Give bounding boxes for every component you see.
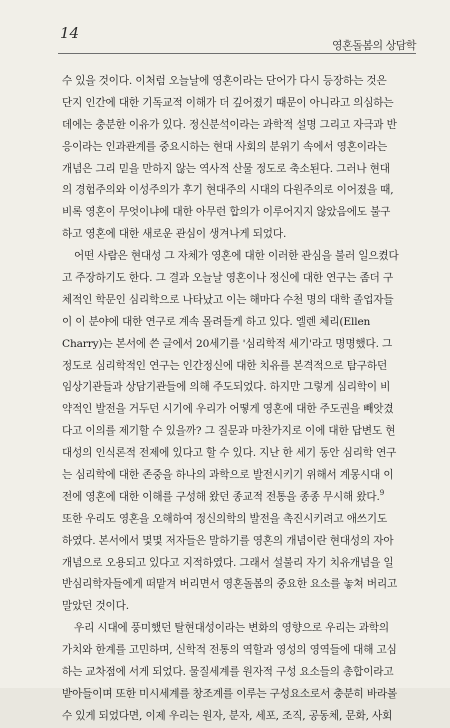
body-text (62, 71, 402, 728)
text-line (62, 706, 402, 728)
line-text: 개념으로 오용되고 있다고 지적하였다. 그래서 설불리 자기 치유개념을 일 (62, 556, 394, 569)
line-text: 말았던 것이다. (62, 600, 129, 613)
text-line (62, 159, 402, 181)
line-text: 개념은 그리 믿을 만하지 않는 역사적 산물 정도로 축소된다. 그러나 현대 (62, 162, 390, 175)
line-text: 받아들이며 또한 미시세계를 창조계를 이루는 구성요소로서 충분히 바라볼 (62, 687, 398, 700)
line-text: 응이라는 인과관계를 중요시하는 현대 사회의 분위기 속에서 영혼이라는 (62, 140, 388, 153)
line-text: 하고 영혼에 대한 새로운 관심이 생겨나게 되었다. (62, 228, 287, 241)
text-line (62, 399, 402, 421)
text-line (62, 71, 402, 93)
page-number: 14 (60, 24, 80, 42)
line-text: 데에는 충분한 이유가 있다. 정신분석이라는 과학적 설명 그리고 자극과 반 (62, 118, 397, 131)
line-text: 수 있게 되었다면, 이제 우리는 원자, 분자, 세포, 조직, 공동체, 문화, 사회 (62, 709, 393, 722)
text-line (62, 596, 402, 618)
text-line (62, 509, 402, 531)
running-title: 영혼돌봄의 상담학 (331, 39, 416, 52)
line-text: Charry)는 본서에 쓴 글에서 20세기를 '심리학적 세기'라고 명명했다. 그 (62, 337, 393, 350)
text-line (62, 268, 402, 290)
line-text: 우리 시대에 풍미했던 탈현대성이라는 변화의 영향으로 우리는 과학의 (74, 622, 389, 635)
text-line (62, 443, 402, 465)
paragraph (62, 71, 402, 246)
text-line (62, 115, 402, 137)
line-text: 이 이 분야에 대한 연구로 계속 몰려들게 하고 있다. 엘렌 체리(Ellen (62, 315, 371, 328)
line-text: 다고 이의를 제기할 수 있을까? 그 질문과 마찬가지로 이에 대한 답변도 현 (62, 425, 396, 438)
line-text: 수 있을 것이다. 이처럼 오늘날에 영혼이라는 단어가 다시 등장하는 것은 (62, 75, 387, 87)
text-line (62, 531, 402, 553)
text-line (62, 377, 402, 399)
text-line (62, 334, 402, 356)
line-text: 가치와 한계를 고민하며, 신학적 전통의 역할과 영성의 영역들에 대해 고심 (62, 644, 397, 657)
paragraph (62, 618, 402, 727)
line-text: 또한 우리도 영혼을 오해하여 정신의학의 발전을 촉진시키려고 애쓰기도 (62, 512, 388, 525)
text-line (62, 487, 402, 509)
text-line (62, 202, 402, 224)
text-line (62, 356, 402, 378)
line-text: 대성의 인식론적 전제에 있다고 할 수 있다. 지난 한 세기 동안 심리학 연구 (62, 447, 397, 460)
text-line (62, 553, 402, 575)
paragraph (62, 246, 402, 618)
text-line (62, 662, 402, 684)
line-text: 반심리학자들에게 떠맡겨 버리면서 영혼돌봄의 중요한 요소를 놓쳐 버리고 (62, 578, 398, 591)
line-text: 의 경험주의와 이성주의가 후기 현대주의 시대의 다원주의로 이어졌을 때, (62, 184, 394, 197)
header-rule (58, 53, 416, 54)
line-text: 체적인 학문인 심리학으로 나타났고 이는 해마다 수천 명의 대학 졸업자들 (62, 293, 394, 306)
text-line (62, 224, 402, 246)
text-line (62, 246, 402, 268)
line-text: 단지 인간에 대한 기독교적 이해가 더 깊어졌기 때문이 아니라고 의심하는 (62, 96, 394, 109)
text-line (62, 290, 402, 312)
footnote-marker[interactable]: 9 (379, 488, 385, 497)
text-line (62, 312, 402, 334)
line-text: 하였다. 본서에서 몇몇 저자들은 말하기를 영혼의 개념이란 현대성의 자아 (62, 534, 394, 547)
line-text: 어떤 사람은 현대성 그 자체가 영혼에 대한 이러한 관심을 불러 일으켰다 (74, 250, 399, 263)
text-line (62, 137, 402, 159)
text-line (62, 93, 402, 115)
text-line (62, 640, 402, 662)
line-text: 비록 영혼이 무엇이냐에 대한 아무런 합의가 이루어지지 않았음에도 불구 (62, 206, 391, 219)
text-line (62, 618, 402, 640)
line-text: 고 주장하기도 한다. 그 결과 오늘날 영혼이나 정신에 대한 연구는 좀더 구 (62, 272, 394, 285)
line-text: 정도로 심리학적인 연구는 인간정신에 대한 치유를 본격적으로 탐구하던 (62, 359, 388, 372)
line-text: 하는 교차점에 서게 되었다. 물질세계를 원자적 구성 요소들의 총합이라고 (62, 666, 394, 679)
line-text: 전에 영혼에 대한 이해를 구성해 왔던 종교적 전통을 종종 무시해 왔다. (62, 490, 380, 503)
line-text: 약적인 발전을 거두던 시기에 우리가 어떻게 영혼에 대한 주도권을 빼앗겼 (62, 403, 394, 416)
line-text: 는 심리학에 대한 존중을 하나의 과학으로 발전시키기 위해서 계몽시대 이 (62, 469, 394, 482)
text-line (62, 421, 402, 443)
line-text: 임상기관들과 상담기관들에 의해 주도되었다. 하지만 그렇게 심리학이 비 (62, 381, 391, 394)
text-line (62, 180, 402, 202)
text-line (62, 574, 402, 596)
page-header (0, 0, 450, 60)
text-line (62, 684, 402, 706)
text-line (62, 465, 402, 487)
